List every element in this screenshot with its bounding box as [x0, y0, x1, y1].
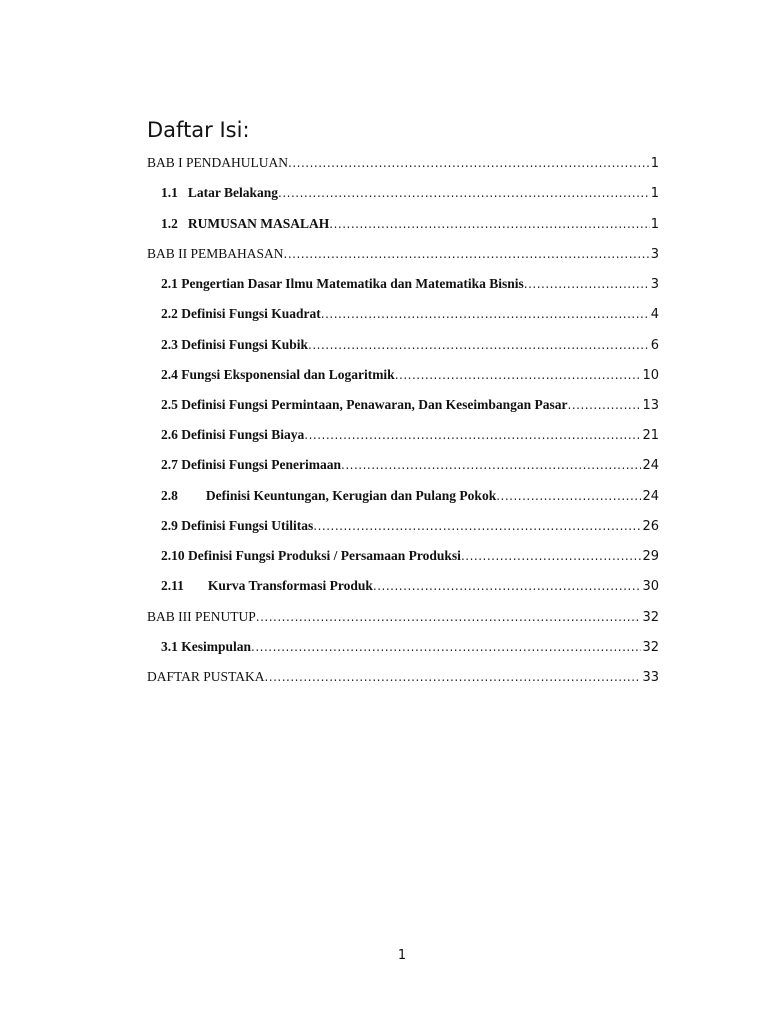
dot-leader [288, 152, 650, 174]
toc-entry-daftar-pustaka[interactable] [147, 666, 659, 688]
dot-leader [373, 575, 642, 597]
toc-entry-label: 2.5 Definisi Fungsi Permintaan, Penawaran, Dan Keseimbangan Pasar [161, 397, 568, 412]
toc-entry-label: DAFTAR PUSTAKA [147, 669, 265, 684]
toc-entry-page: 1 [650, 156, 659, 171]
dot-leader [568, 394, 642, 416]
page-title: Daftar Isi: [147, 118, 250, 142]
toc-entry-page: 32 [642, 610, 659, 625]
toc-entry-label: BAB III PENUTUP [147, 609, 256, 624]
toc-entry-label: BAB I PENDAHULUAN [147, 155, 288, 170]
toc-entry-page: 13 [642, 398, 659, 413]
toc-entry-label: 2.2 Definisi Fungsi Kuadrat [161, 306, 321, 321]
toc-entry-number: 1.2 [161, 216, 178, 231]
dot-leader [341, 454, 641, 476]
toc-entry-number: 2.8 [161, 488, 178, 503]
dot-leader [461, 545, 642, 567]
dot-leader [329, 213, 649, 235]
toc-entry-page: 24 [642, 489, 659, 504]
toc-entry-2-8[interactable] [161, 485, 659, 507]
toc-entry-label: Latar Belakang [187, 185, 279, 200]
dot-leader [321, 303, 650, 325]
dot-leader [278, 182, 650, 204]
toc-entry-page: 21 [642, 428, 659, 443]
toc-entry-label: 3.1 Kesimpulan [161, 639, 252, 654]
toc-entry-2-11[interactable] [161, 575, 659, 597]
toc-entry-3-1[interactable] [161, 636, 659, 658]
dot-leader [304, 424, 641, 446]
toc-entry-label: Kurva Transformasi Produk [207, 578, 373, 593]
toc-entry-label: 2.3 Definisi Fungsi Kubik [161, 337, 309, 352]
toc-entry-bab-1[interactable] [147, 152, 659, 174]
dot-leader [313, 515, 641, 537]
toc-entry-label: 2.10 Definisi Fungsi Produksi / Persamaan Produksi [161, 548, 461, 563]
toc-entry-number: 1.1 [161, 185, 178, 200]
toc-entry-page: 1 [650, 217, 659, 232]
dot-leader [264, 666, 641, 688]
toc-entry-page: 10 [642, 368, 659, 383]
toc-entry-page: 4 [650, 307, 659, 322]
dot-leader [284, 243, 650, 265]
toc-entry-page: 3 [650, 277, 659, 292]
toc-entry-2-6[interactable] [161, 424, 659, 446]
toc-entry-label: 2.7 Definisi Fungsi Penerimaan [161, 457, 342, 472]
toc-entry-2-7[interactable] [161, 454, 659, 476]
dot-leader [395, 364, 642, 386]
toc-entry-label: 2.4 Fungsi Eksponensial dan Logaritmik [161, 367, 395, 382]
toc-entry-label: Definisi Keuntungan, Kerugian dan Pulang Pokok [205, 488, 497, 503]
toc-entry-page: 29 [642, 549, 659, 564]
toc-entry-page: 30 [642, 579, 659, 594]
toc-entry-page: 33 [642, 670, 659, 685]
toc-entry-label: 2.1 Pengertian Dasar Ilmu Matematika dan Matematika Bisnis [161, 276, 524, 291]
toc-entry-2-4[interactable] [161, 364, 659, 386]
toc-entry-2-3[interactable] [161, 334, 659, 356]
toc-entry-bab-3[interactable] [147, 606, 659, 628]
toc-entry-label: RUMUSAN MASALAH [187, 216, 330, 231]
toc-entry-page: 3 [650, 247, 659, 262]
toc-entry-label: 2.9 Definisi Fungsi Utilitas [161, 518, 314, 533]
page-number: 1 [397, 948, 407, 963]
toc-entry-2-5[interactable] [161, 394, 659, 416]
toc-entry-bab-2[interactable] [147, 243, 659, 265]
toc-entry-page: 26 [642, 519, 659, 534]
toc-entry-2-2[interactable] [161, 303, 659, 325]
toc-entry-label: BAB II PEMBAHASAN [147, 246, 284, 261]
dot-leader [308, 334, 650, 356]
toc-entry-2-1[interactable] [161, 273, 659, 295]
toc-entry-1-1[interactable] [161, 182, 659, 204]
toc-entry-label: 2.6 Definisi Fungsi Biaya [161, 427, 305, 442]
toc-entry-2-9[interactable] [161, 515, 659, 537]
toc-entry-1-2[interactable] [161, 213, 659, 235]
dot-leader [496, 485, 641, 507]
toc-entry-page: 32 [642, 640, 659, 655]
dot-leader [256, 606, 642, 628]
toc-entry-2-10[interactable] [161, 545, 659, 567]
toc-entry-page: 6 [650, 338, 659, 353]
toc-entry-page: 24 [642, 458, 659, 473]
toc-entry-page: 1 [650, 186, 659, 201]
dot-leader [251, 636, 641, 658]
toc-entry-number: 2.11 [161, 578, 184, 593]
dot-leader [524, 273, 650, 295]
